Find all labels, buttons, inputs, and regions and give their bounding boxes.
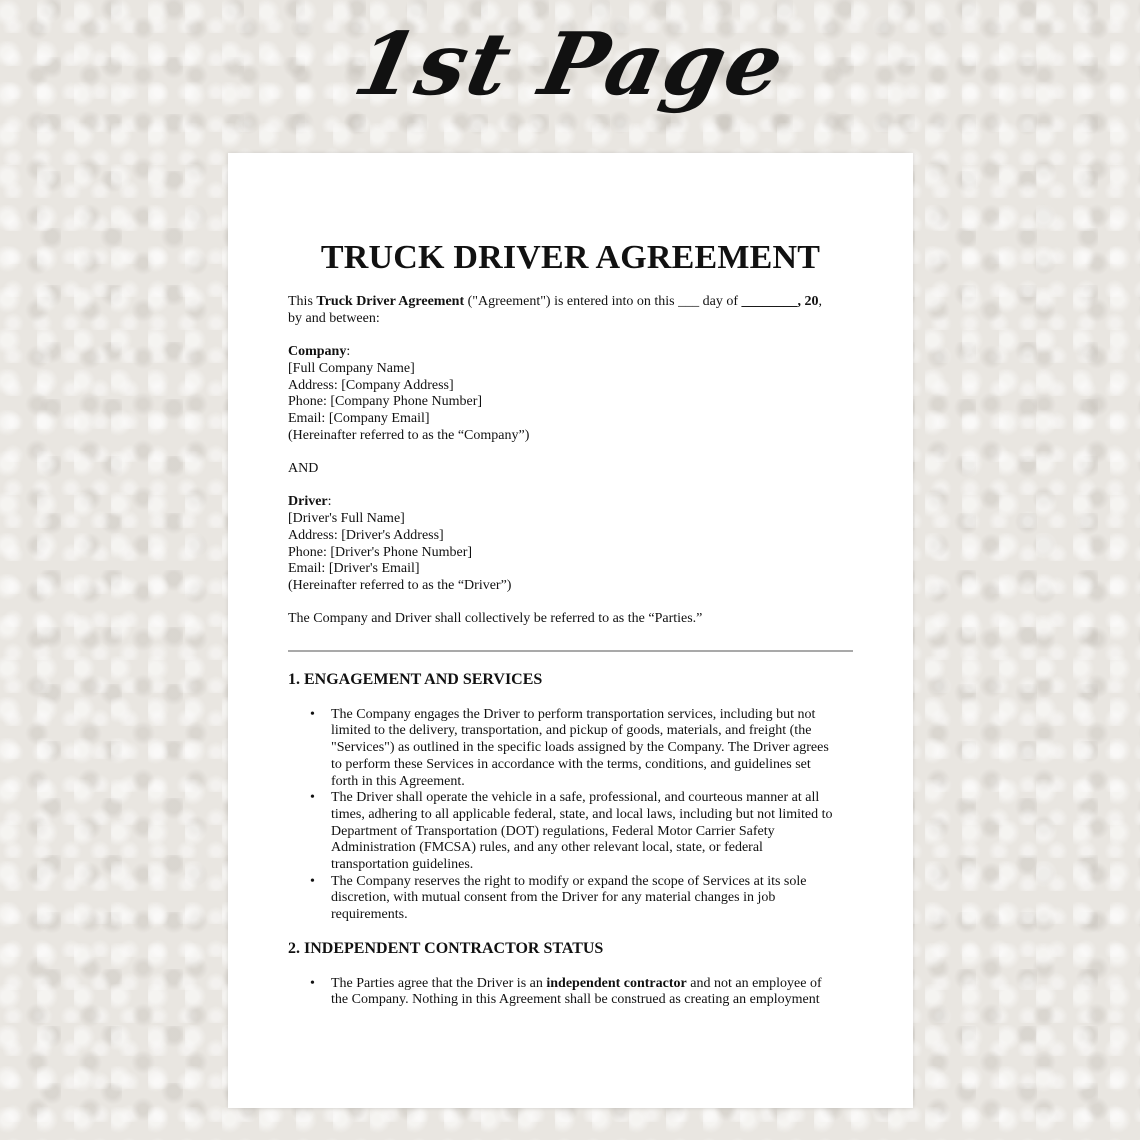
section-2-title: 2. INDEPENDENT CONTRACTOR STATUS <box>288 939 604 957</box>
parties-statement: The Company and Driver shall collectively be referred to as the “Parties.” <box>288 611 703 627</box>
driver-address-line: Address: [Driver's Address] <box>288 527 444 543</box>
intro-line-2: by and between: <box>288 310 380 326</box>
list-item <box>331 707 858 791</box>
company-name-line: [Full Company Name] <box>288 360 415 376</box>
list-item-line: to perform these Services in accordance with the terms, conditions, and guidelines set <box>331 756 811 772</box>
horizontal-divider <box>288 650 853 652</box>
intro-text: This <box>288 294 317 309</box>
list-item-line: • The Company engages the Driver to perform transportation services, including but not <box>331 706 816 722</box>
driver-reference-line: (Hereinafter referred to as the “Driver”) <box>288 577 512 593</box>
company-label: Company <box>288 344 347 360</box>
document-title: TRUCK DRIVER AGREEMENT <box>320 239 821 276</box>
list-item <box>331 976 858 1009</box>
company-reference-line: (Hereinafter referred to as the “Company”) <box>288 427 530 443</box>
list-item-line: Administration (FMCSA) rules, and any other relevant local, state, or federal <box>331 840 763 856</box>
driver-heading <box>288 494 858 511</box>
agreement-name: Truck Driver Agreement <box>316 294 465 309</box>
list-item-emphasis: independent contractor <box>546 975 687 991</box>
document-body <box>288 294 858 1009</box>
colon: : <box>327 494 332 510</box>
intro-date-blank: ________, 20 <box>741 294 819 309</box>
section-2-list <box>288 976 858 1009</box>
list-item-line: transportation guidelines. <box>331 857 474 873</box>
section-1-title: 1. ENGAGEMENT AND SERVICES <box>288 671 543 688</box>
list-item-line: Department of Transportation (DOT) regulations, Federal Motor Carrier Safety <box>331 823 775 839</box>
intro-text: , <box>818 294 823 309</box>
intro-text: ("Agreement") is entered into on this ___ day of <box>464 294 742 309</box>
list-item-line <box>331 976 858 993</box>
list-item-text: The Parties agree that the Driver is an <box>331 975 547 991</box>
list-item <box>331 790 858 874</box>
page-heading: 1st Page <box>345 14 795 115</box>
list-item-line: discretion, with mutual consent from the Driver for any material changes in job <box>331 890 776 906</box>
list-item-line: • The Driver shall operate the vehicle in a safe, professional, and courteous manner at all <box>331 790 820 806</box>
section-1-list <box>288 707 858 924</box>
driver-name-line: [Driver's Full Name] <box>288 511 405 527</box>
list-item <box>331 874 858 924</box>
and-separator: AND <box>288 461 319 476</box>
company-email-line: Email: [Company Email] <box>288 410 430 426</box>
company-heading <box>288 344 858 361</box>
list-item-line: forth in this Agreement. <box>331 773 465 789</box>
list-item-line: requirements. <box>331 907 408 923</box>
driver-email-line: Email: [Driver's Email] <box>288 561 420 577</box>
document-page <box>228 153 913 1108</box>
list-item-text: and not an employee of <box>686 975 822 991</box>
list-item-line: "Services") as outlined in the specific loads assigned by the Company. The Driver agrees <box>331 740 829 756</box>
company-address-line: Address: [Company Address] <box>288 377 454 393</box>
list-item-line: limited to the delivery, transportation, and pickup of goods, materials, and freight (the <box>331 723 812 739</box>
driver-phone-line: Phone: [Driver's Phone Number] <box>288 544 473 560</box>
list-item-line: times, adhering to all applicable federal, state, and local laws, including but not limited to <box>331 806 833 822</box>
colon: : <box>346 344 351 360</box>
driver-label: Driver <box>288 494 328 510</box>
list-item-line: the Company. Nothing in this Agreement shall be construed as creating an employment <box>331 992 820 1008</box>
list-item-line: • The Company reserves the right to modify or expand the scope of Services at its sole <box>331 873 807 889</box>
intro-line <box>288 294 858 311</box>
company-phone-line: Phone: [Company Phone Number] <box>288 394 483 410</box>
